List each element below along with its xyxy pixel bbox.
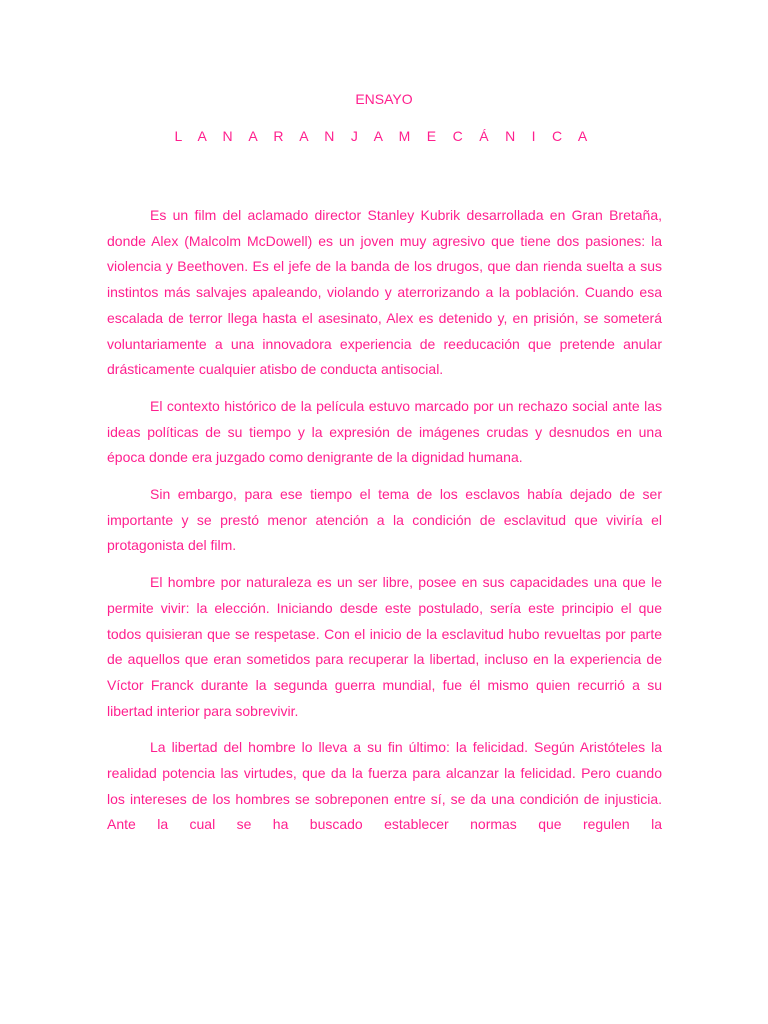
document-title: ENSAYO [355,91,413,107]
paragraph-4: El hombre por naturaleza es un ser libre, posee en sus capacidades una que le permite vivir: la elección. Iniciando desde este postulado, sería este principio el que todos quisieran que se respetase. Con el inicio de la esclavitud hubo revueltas por parte de aquellos que eran sometidos para recuperar la libertad, incluso en la experiencia de Víctor Franck durante la segunda guerra mundial, fue él mismo quien recurrió a su libertad interior para sobrevivir. [107,574,662,719]
paragraph-5: La libertad del hombre lo lleva a su fin último: la felicidad. Según Aristóteles la realidad potencia las virtudes, que da la fuerza para alcanzar la felicidad. Pero cuando los intereses de los hombres se sobreponen entre sí, se da una condición de injusticia. Ante la cual se ha buscado establecer normas que regulen la [107,739,662,833]
paragraph-3: Sin embargo, para ese tiempo el tema de los esclavos había dejado de ser importante y se prestó menor atención a la condición de esclavitud que viviría el protagonista del film. [107,486,662,554]
paragraph-2: El contexto histórico de la película estuvo marcado por un rechazo social ante las ideas políticas de su tiempo y la expresión de imágenes crudas y desnudos en una época donde era juzgado como denigrante de la dignidad humana. [107,397,662,466]
document-body [107,203,662,849]
paragraph-1: Es un film del aclamado director Stanley Kubrik desarrollada en Gran Bretaña, donde Alex (Malcolm McDowell) es un joven muy agresivo que tiene dos pasiones: la violencia y Beethoven. Es el jefe de la banda de los drugos, que dan rienda suelta a sus instintos más salvajes apaleando, violando y aterrorizando a la población. Cuando esa escalada de terror llega hasta el asesinato, Alex es detenido y, en prisión, se someterá voluntariamente a una innovadora experiencia de reeducación que pretende anular drásticamente cualquier atisbo de conducta antisocial. [107,207,662,378]
document-subtitle: L A N A R A N J A M E C Á N I C A [174,128,594,144]
